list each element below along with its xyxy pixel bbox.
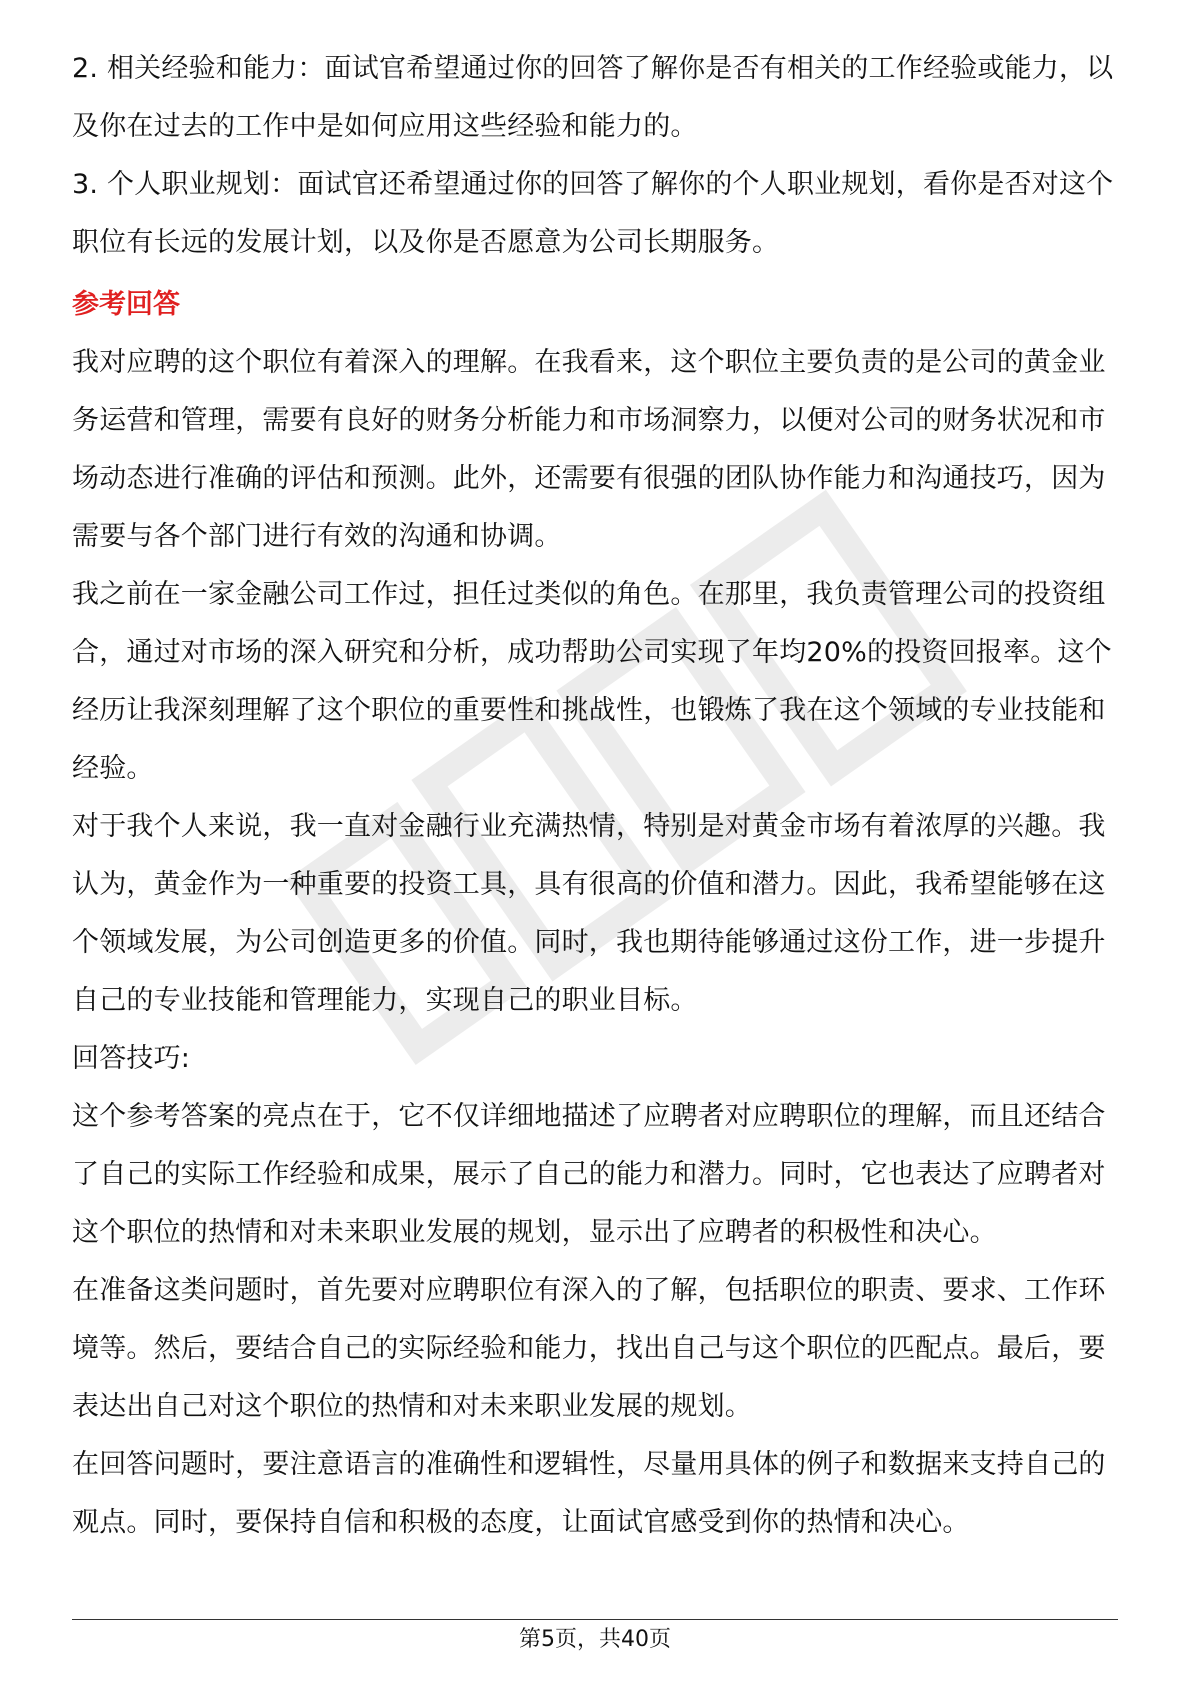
reference-answer-heading: 参考回答 xyxy=(72,289,180,320)
point-related-experience: 2. 相关经验和能力：面试官希望通过你的回答了解你是否有相关的工作经验或能力，以及你在过去的工作中是如何应用这些经验和能力的。 xyxy=(72,53,1114,142)
reference-paragraph: 我之前在一家金融公司工作过，担任过类似的角色。在那里，我负责管理公司的投资组合，通过对市场的深入研究和分析，成功帮助公司实现了年均20%的投资回报率。这个经历让我深刻理解了这个职位的重要性和挑战性，也锻炼了我在这个领域的专业技能和经验。 xyxy=(72,579,1112,784)
point-career-plan: 3. 个人职业规划：面试官还希望通过你的回答了解你的个人职业规划，看你是否对这个职位有长远的发展计划，以及你是否愿意为公司长期服务。 xyxy=(72,169,1114,258)
reference-paragraph: 对于我个人来说，我一直对金融行业充满热情，特别是对黄金市场有着浓厚的兴趣。我认为，黄金作为一种重要的投资工具，具有很高的价值和潜力。因此，我希望能够在这个领域发展，为公司创造更多的价值。同时，我也期待能够通过这份工作，进一步提升自己的专业技能和管理能力，实现自己的职业目标。 xyxy=(72,811,1106,1016)
tips-paragraph: 在准备这类问题时，首先要对应聘职位有深入的了解，包括职位的职责、要求、工作环境等。然后，要结合自己的实际经验和能力，找出自己与这个职位的匹配点。最后，要表达出自己对这个职位的热情和对未来职业发展的规划。 xyxy=(72,1275,1106,1422)
document-page xyxy=(72,40,1118,1552)
footer-divider xyxy=(72,1619,1118,1620)
reference-paragraph: 我对应聘的这个职位有着深入的理解。在我看来，这个职位主要负责的是公司的黄金业务运营和管理，需要有良好的财务分析能力和市场洞察力，以便对公司的财务状况和市场动态进行准确的评估和预测。此外，还需要有很强的团队协作能力和沟通技巧，因为需要与各个部门进行有效的沟通和协调。 xyxy=(72,347,1106,552)
page-number: 第5页，共40页 xyxy=(519,1627,671,1652)
tips-paragraph: 这个参考答案的亮点在于，它不仅详细地描述了应聘者对应聘职位的理解，而且还结合了自己的实际工作经验和成果，展示了自己的能力和潜力。同时，它也表达了应聘者对这个职位的热情和对未来职业发展的规划，显示出了应聘者的积极性和决心。 xyxy=(72,1101,1106,1248)
tips-paragraph: 在回答问题时，要注意语言的准确性和逻辑性，尽量用具体的例子和数据来支持自己的观点。同时，要保持自信和积极的态度，让面试官感受到你的热情和决心。 xyxy=(72,1449,1106,1538)
tips-heading: 回答技巧: xyxy=(72,1043,191,1074)
